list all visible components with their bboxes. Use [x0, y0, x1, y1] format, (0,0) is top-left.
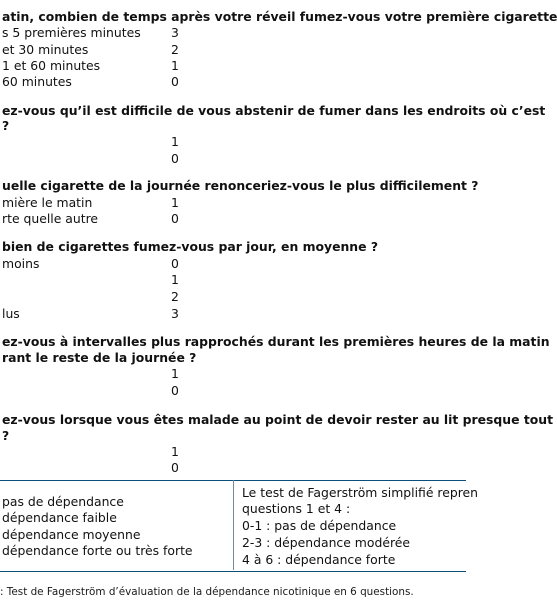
question-3-score-1: 1: [171, 195, 179, 210]
question-5-title-line-1: ez-vous à intervalles plus rapprochés durant les premières heures de la matin: [2, 334, 550, 349]
scoring-left-line-1: pas de dépendance: [2, 494, 124, 509]
question-1-score-1: 3: [171, 25, 179, 40]
question-2-title-line-1: ez-vous qu’il est difficile de vous abstenir de fumer dans les endroits où c’est: [2, 103, 546, 118]
question-4-score-3: 2: [171, 289, 179, 304]
question-1-score-4: 0: [171, 74, 179, 89]
question-4-option-4: lus: [2, 306, 20, 321]
question-4-title: bien de cigarettes fumez-vous par jour, en moyenne ?: [2, 239, 379, 254]
question-3-option-1: mière le matin: [2, 195, 93, 210]
scoring-divider: [233, 480, 234, 570]
question-1-option-4: 60 minutes: [2, 74, 72, 89]
question-4-score-2: 1: [171, 272, 179, 287]
question-5-score-1: 1: [171, 366, 179, 381]
question-6-score-1: 1: [171, 444, 179, 459]
scoring-right-line-5: 4 à 6 : dépendance forte: [242, 552, 396, 567]
question-6-score-2: 0: [171, 460, 179, 475]
scoring-left-line-2: dépendance faible: [2, 510, 117, 525]
question-1-option-3: 1 et 60 minutes: [2, 58, 101, 73]
question-4-option-1: moins: [2, 256, 40, 271]
figure-caption: : Test de Fagerström d’évaluation de la dépendance nicotinique en 6 questions.: [0, 586, 414, 598]
scoring-right-line-3: 0-1 : pas de dépendance: [242, 518, 397, 533]
question-2-title-line-2: ?: [2, 118, 10, 133]
question-6-title-line-2: ?: [2, 428, 10, 443]
question-6-title-line-1: ez-vous lorsque vous êtes malade au point de devoir rester au lit presque tout: [2, 412, 554, 427]
question-4-score-4: 3: [171, 306, 179, 321]
scoring-left-line-4: dépendance forte ou très forte: [2, 543, 193, 558]
scoring-right-line-2: questions 1 et 4 :: [242, 501, 351, 516]
question-5-title-line-2: rant le reste de la journée ?: [2, 350, 197, 365]
question-4-score-1: 0: [171, 256, 179, 271]
scoring-right-line-1: Le test de Fagerström simplifié repren: [242, 485, 478, 500]
question-1-score-2: 2: [171, 42, 179, 57]
question-1-title: atin, combien de temps après votre réveil fumez-vous votre première cigarette: [2, 9, 557, 24]
question-1-option-1: s 5 premières minutes: [2, 25, 141, 40]
question-1-score-3: 1: [171, 58, 179, 73]
question-5-score-2: 0: [171, 383, 179, 398]
scoring-right-line-4: 2-3 : dépendance modérée: [242, 535, 411, 550]
question-3-score-2: 0: [171, 211, 179, 226]
question-3-option-2: rte quelle autre: [2, 211, 99, 226]
question-3-title: uelle cigarette de la journée renonceriez-vous le plus difficilement ?: [2, 178, 479, 193]
question-1-option-2: et 30 minutes: [2, 42, 89, 57]
question-2-score-1: 1: [171, 134, 179, 149]
scoring-left-line-3: dépendance moyenne: [2, 527, 141, 542]
question-2-score-2: 0: [171, 151, 179, 166]
